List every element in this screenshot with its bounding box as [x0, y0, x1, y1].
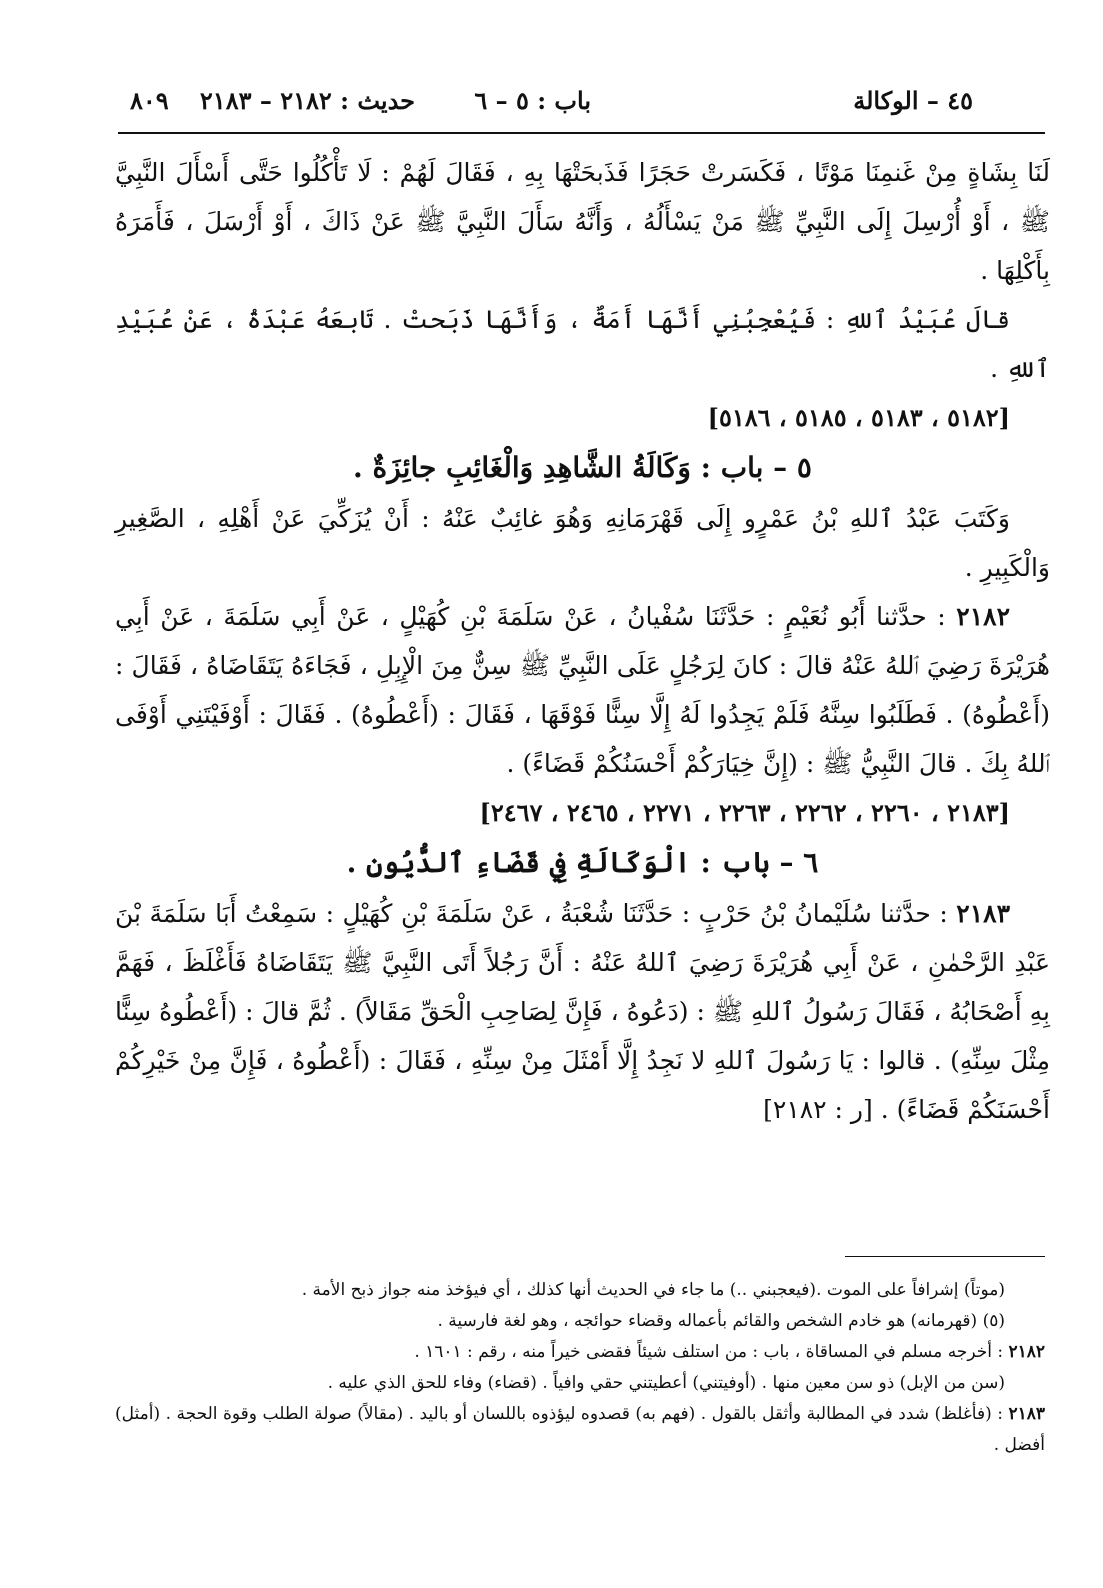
hadith-text: : حدَّثنا أَبُو نُعَيْمٍ : حَدَّثَنَا سُفْيانُ ، عَنْ سَلَمَةَ بْنِ كُهَيْلٍ ، عَنْ أَبِي سَلَمَةَ ، عَنْ أَبِي هُرَيْرَةَ رَضِيَ ٱللهُ عَنْهُ قالَ : كانَ لِرَجُلٍ عَلَى النَّبِيِّ ﷺ سِنٌّ مِنَ الْإِبِلِ ، فَجَاءَهُ يَتَقَاضَاهُ ، فَقَالَ : (أَعْطُوهُ) . فَطَلَبُوا سِنَّهُ فَلَمْ يَجِدُوا لَهُ إِلَّا سِنًّا فَوْقَهَا ، فَقَالَ : (أَعْطُوهُ) . فَقَالَ : أَوْفَيْتَنِي أَوْفَى ٱللهُ بِكَ . قالَ النَّبِيُّ ﷺ : (إِنَّ خِيَارَكُمْ أَحْسَنُكُمْ قَضَاءً) .: [115, 602, 1050, 778]
hadith-2182: [115, 592, 1050, 788]
hadith-text: : حدَّثنا سُلَيْمانُ بْنُ حَرْبٍ : حَدَّثَنَا شُعْبَةُ ، عَنْ سَلَمَةَ بْنِ كُهَيْلٍ : سَمِعْتُ أَبَا سَلَمَةَ بْنَ عَبْدِ الرَّحْمٰنِ ، عَنْ أَبِي هُرَيْرَةَ رَضِيَ ٱللهُ عَنْهُ : أَنَّ رَجُلاً أَتَى النَّبِيَّ ﷺ يَتَقَاضَاهُ فَأَغْلَظَ ، فَهَمَّ بِهِ أَصْحَابُهُ ، فَقَالَ رَسُولُ ٱللهِ ﷺ : (دَعُوهُ ، فَإِنَّ لِصَاحِبِ الْحَقِّ مَقَالاً) . ثُمَّ قالَ : (أَعْطُوهُ سِنًّا مِثْلَ سِنِّهِ) . قالوا : يَا رَسُولَ ٱللهِ لا نَجِدُ إِلَّا أَمْثَلَ مِنْ سِنِّهِ ، فَقَالَ : (أَعْطُوهُ ، فَإِنَّ مِنْ خَيْرِكُمْ أَحْسَنَكُمْ قَضَاءً) . [ر : ٢١٨٢]: [115, 899, 1051, 1124]
running-header: [110, 86, 973, 122]
paragraph-continuation: لَنَا بِشَاةٍ مِنْ غَنمِنَا مَوْتًا ، فَكَسَرتْ حَجَرًا فَذَبحَتْهَا بِهِ ، فَقَالَ لَهُمْ : لَا تَأْكُلُوا حَتَّى أَسْأَلَ النَّبِيَّ ﷺ ، أَوْ أُرْسِلَ إِلَى النَّبِيِّ ﷺ مَنْ يَسْأَلُهُ ، وَأَنَّهُ سَأَلَ النَّبِيَّ ﷺ عَنْ ذَاكَ ، أَوْ أَرْسَلَ ، فَأَمَرَهُ بِأَكْلِهَا .: [115, 158, 1050, 285]
cross-references: [٢١٨٣ ، ٢٢٦٠ ، ٢٢٦٢ ، ٢٢٦٣ ، ٢٢٧١ ، ٢٤٦٥ ، ٢٤٦٧]: [479, 798, 1010, 827]
hadith-number: ٢١٨٢: [956, 602, 1010, 631]
footnote-number: ٢١٨٣: [1008, 1404, 1045, 1424]
footnote-text: : أخرجه مسلم في المساقاة ، باب : من استلف شيئاً فقضى خيراً منه ، رقم : ١٦٠١ .: [414, 1342, 1009, 1362]
bab-6-title: ٦ – باب : الْوَكَالَةِ فِي قَضَاءِ ٱلدُّيُونِ .: [346, 846, 819, 879]
hadith-number: ٢١٨٣: [956, 899, 1010, 928]
hadith-2183: [115, 889, 1050, 1134]
footnote: [115, 1399, 1045, 1461]
footnote: (موتاً) إشرافاً على الموت .(فيعجبني ..) ما جاء في الحديث أنها كذلك ، أي فيؤخذ منه جواز ذبح الأمة .: [301, 1280, 1005, 1300]
bab-range: باب : ٥ – ٦: [474, 86, 591, 115]
cross-references: [٥١٨٢ ، ٥١٨٣ ، ٥١٨٥ ، ٥١٨٦]: [707, 403, 1010, 432]
header-rule: [118, 132, 1045, 134]
bab-5-intro: وَكَتَبَ عَبْدُ ٱللهِ بْنُ عَمْرٍو إِلَى قَهْرَمَانِهِ وَهُوَ غائِبٌ عَنْهُ : أَنْ يُزَكِّيَ عَنْ أَهْلِهِ ، الصَّغِيرِ وَالْكَبِيرِ .: [115, 504, 1050, 582]
page-number: ٨٠٩: [130, 86, 169, 115]
footnote-text: : (فأغلظ) شدد في المطالبة وأثقل بالقول . (فهم به) قصدوه ليؤذوه باللسان أو باليد . (مقالاً) صولة الطلب وقوة الحجة . (أمثل) أفضل .: [115, 1404, 1045, 1455]
bab-5-title: ٥ – باب : وَكَالَةُ الشَّاهِدِ وَالْغَائِبِ جائِزَةٌ .: [353, 451, 812, 484]
footnote-rule: [845, 1256, 1045, 1257]
hadith-range: حديث : ٢١٨٢ – ٢١٨٣: [199, 86, 415, 115]
footnote: (سن من الإبل) ذو سن معين منها . (أوفيتني) أعطيتني حقي وافياً . (قضاء) وفاء للحق الذي عليه .: [327, 1373, 1005, 1393]
footnote: [115, 1337, 1045, 1368]
footnote: (٥) (قهرمانه) هو خادم الشخص والقائم بأعماله وقضاء حوائجه ، وهو لغة فارسية .: [437, 1311, 1005, 1331]
main-text: [115, 148, 1050, 1134]
footnote-number: ٢١٨٢: [1008, 1342, 1045, 1362]
chapter-title: ٤٥ – الوكالة: [853, 86, 973, 115]
footnotes: [115, 1275, 1045, 1461]
paragraph-ubaydullah: قالَ عُبَيْدُ ٱللهِ : فَيُعْجِبُنِي أَنَّهَا أَمَةٌ ، وَأَنَّهَا ذَبَحتْ . تَابعَهُ عَبْدَةُ ، عَنْ عُبَيْدِ ٱللهِ .: [115, 305, 1050, 383]
